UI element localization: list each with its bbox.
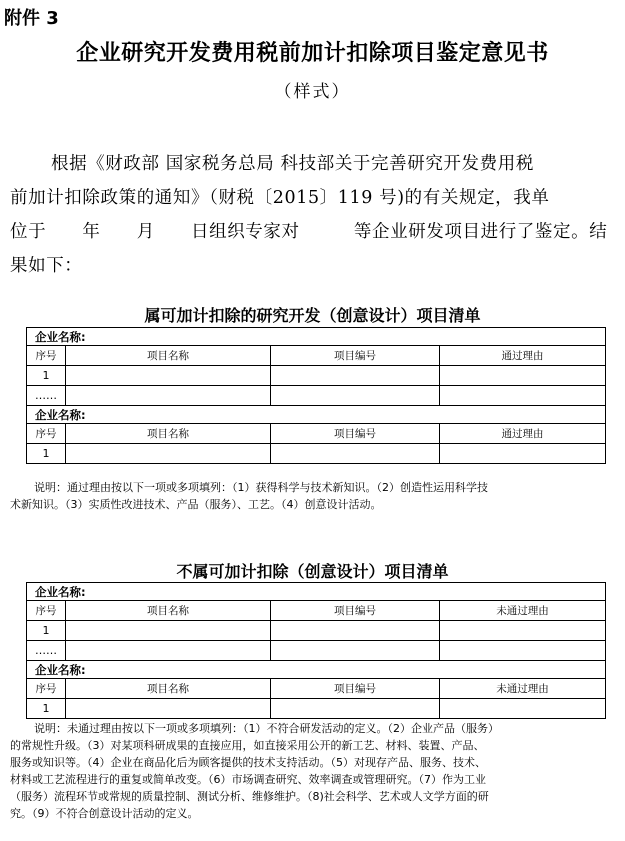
col-header-reason: 通过理由: [440, 424, 606, 444]
cell-seq: ……: [27, 641, 66, 661]
cell-project-name: [66, 641, 271, 661]
cell-project-number: [271, 444, 440, 464]
col-header-seq: 序号: [27, 346, 66, 366]
document-title: 企业研究开发费用税前加计扣除项目鉴定意见书: [76, 41, 549, 66]
col-header-project-name: 项目名称: [66, 424, 271, 444]
cell-seq: 1: [27, 621, 66, 641]
note-line: 材料或工艺流程进行的重复或简单改变。（6）市场调查研究、效率调查或管理研究。（7）作为工业: [10, 773, 486, 786]
col-header-project-number: 项目编号: [271, 424, 440, 444]
attachment-label: 附件 3: [4, 8, 59, 29]
table-row: [27, 641, 606, 661]
header-row: [27, 679, 606, 699]
table-row: [27, 366, 606, 386]
deductible-table: [26, 327, 606, 464]
cell-seq: ……: [27, 386, 66, 406]
cell-project-name: [66, 366, 271, 386]
col-header-seq: 序号: [27, 601, 66, 621]
document-subtitle: （样式）: [274, 82, 351, 102]
company-row: [27, 406, 606, 424]
deductible-note: [10, 479, 620, 513]
cell-seq: 1: [27, 366, 66, 386]
cell-reason: [440, 641, 606, 661]
cell-project-name: [66, 621, 271, 641]
intro-line: 前加计扣除政策的通知》（财税〔2015〕119 号)的有关规定，我单: [10, 188, 550, 208]
note-line: 的常规性升级。（3）对某项科研成果的直接应用，如直接采用公开的新工艺、材料、装置、产品、: [10, 739, 485, 752]
col-header-project-name: 项目名称: [66, 601, 271, 621]
non-deductible-note: [10, 720, 620, 822]
intro-line: 果如下：: [10, 256, 83, 276]
company-name-label: 企业名称:: [27, 661, 606, 679]
note-line: （服务）流程环节或常规的质量控制、测试分析、维修维护。（8)社会科学、艺术或人文学方面的研: [10, 790, 489, 803]
cell-project-name: [66, 386, 271, 406]
note-line: 术新知识。（3）实质性改进技术、产品（服务）、工艺。（4）创意设计活动。: [10, 498, 382, 511]
header-row: [27, 346, 606, 366]
table-row: [27, 386, 606, 406]
note-line: 究。（9）不符合创意设计活动的定义。: [10, 807, 199, 820]
cell-reason: [440, 621, 606, 641]
intro-paragraph: [10, 147, 615, 283]
col-header-project-number: 项目编号: [271, 346, 440, 366]
company-row: [27, 328, 606, 346]
intro-line: 位于 年 月 日组织专家对 等企业研发项目进行了鉴定。结: [10, 222, 608, 242]
col-header-reason: 未通过理由: [440, 679, 606, 699]
col-header-project-name: 项目名称: [66, 679, 271, 699]
cell-project-number: [271, 641, 440, 661]
col-header-seq: 序号: [27, 679, 66, 699]
note-line: 说明：通过理由按以下一项或多项填列：（1）获得科学与技术新知识。（2）创造性运用科学技: [34, 481, 488, 494]
table-row: [27, 621, 606, 641]
cell-project-name: [66, 444, 271, 464]
header-row: [27, 424, 606, 444]
cell-project-number: [271, 366, 440, 386]
company-row: [27, 661, 606, 679]
cell-project-name: [66, 699, 271, 719]
cell-reason: [440, 366, 606, 386]
cell-seq: 1: [27, 699, 66, 719]
cell-seq: 1: [27, 444, 66, 464]
deductible-table-title: 属可加计扣除的研究开发（创意设计）项目清单: [144, 306, 481, 325]
non-deductible-table: [26, 582, 606, 719]
company-name-label: 企业名称:: [27, 328, 606, 346]
non-deductible-table-title: 不属可加计扣除（创意设计）项目清单: [176, 562, 449, 581]
cell-project-number: [271, 386, 440, 406]
cell-reason: [440, 444, 606, 464]
cell-reason: [440, 699, 606, 719]
cell-project-number: [271, 699, 440, 719]
col-header-reason: 通过理由: [440, 346, 606, 366]
header-row: [27, 601, 606, 621]
col-header-seq: 序号: [27, 424, 66, 444]
table-row: [27, 699, 606, 719]
cell-project-number: [271, 621, 440, 641]
note-line: 服务或知识等。（4）企业在商品化后为顾客提供的技术支持活动。（5）对现存产品、服务、技术、: [10, 756, 486, 769]
company-name-label: 企业名称:: [27, 406, 606, 424]
col-header-reason: 未通过理由: [440, 601, 606, 621]
cell-reason: [440, 386, 606, 406]
company-row: [27, 583, 606, 601]
col-header-project-name: 项目名称: [66, 346, 271, 366]
col-header-project-number: 项目编号: [271, 679, 440, 699]
note-line: 说明：未通过理由按以下一项或多项填列：（1）不符合研发活动的定义。（2）企业产品（服务）: [34, 722, 499, 735]
intro-line: 根据《财政部 国家税务总局 科技部关于完善研究开发费用税: [51, 154, 534, 174]
company-name-label: 企业名称:: [27, 583, 606, 601]
col-header-project-number: 项目编号: [271, 601, 440, 621]
table-row: [27, 444, 606, 464]
